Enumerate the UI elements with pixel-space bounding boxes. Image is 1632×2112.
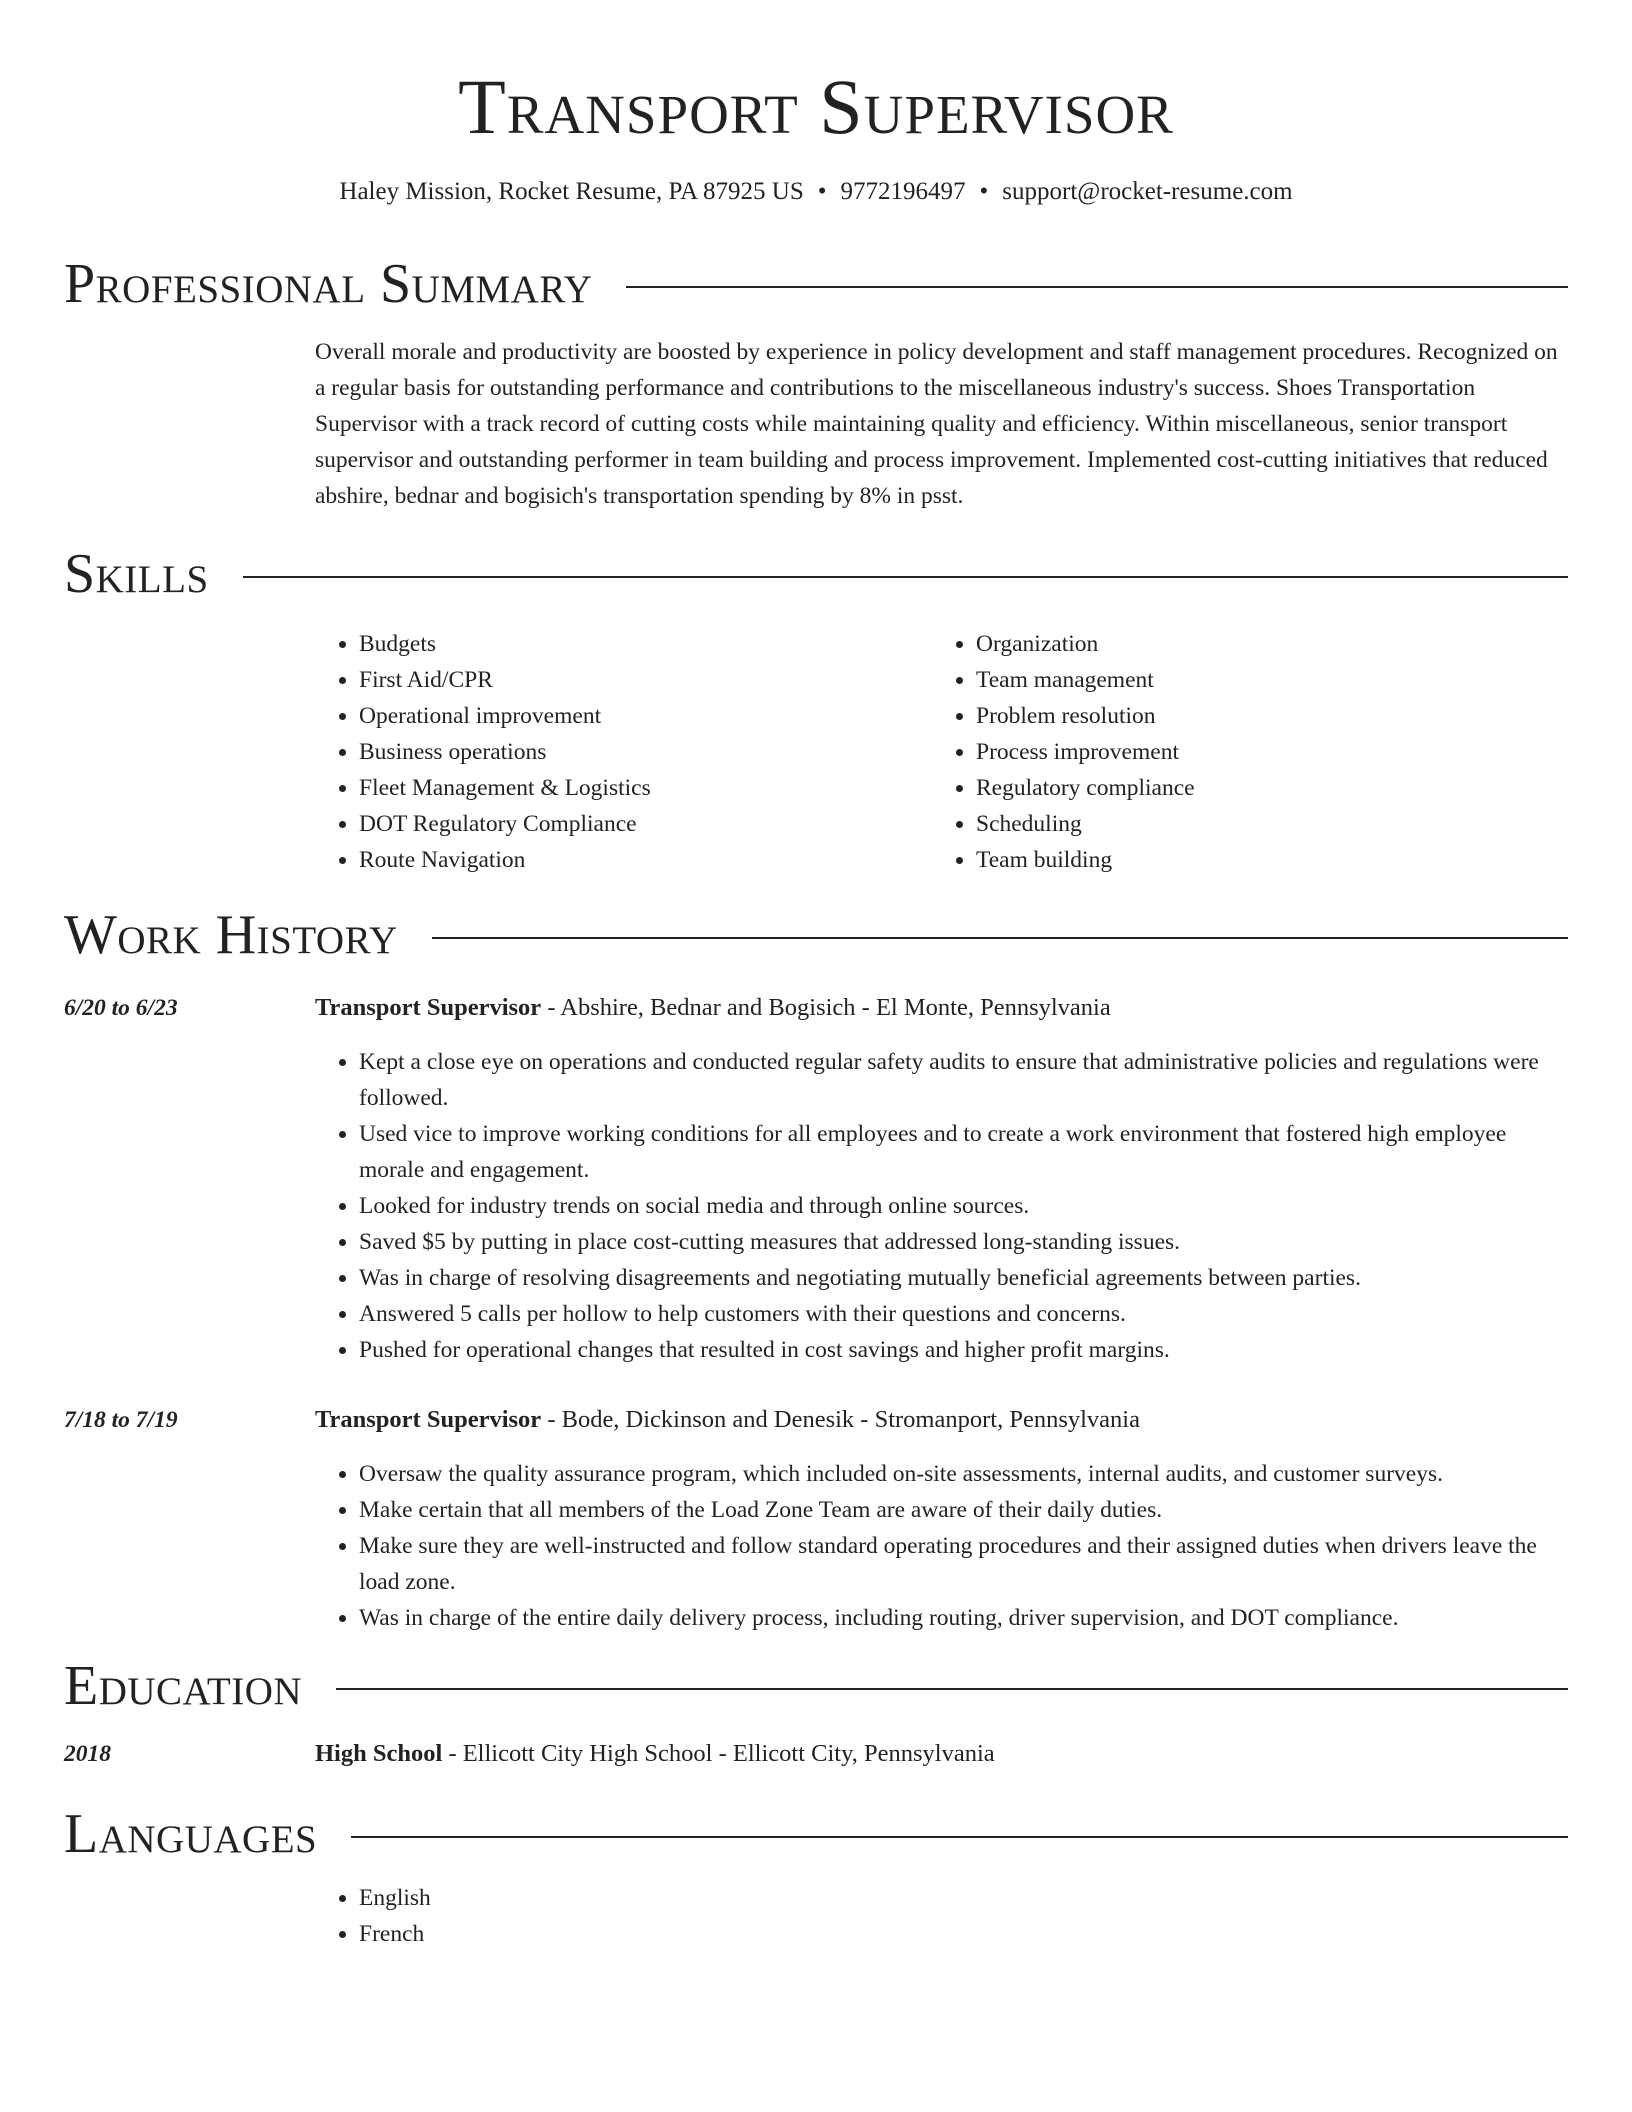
job-title: Transport Supervisor xyxy=(315,1406,542,1433)
contact-separator: • xyxy=(979,178,989,205)
summary-text: Overall morale and productivity are boosted by experience in policy development and staff management procedures. Recognized on a regular basis for outstanding performance and contributions to the miscellaneous industry's success. Shoes Transportation Supervisor with a track record of cutting costs while maintaining quality and efficiency. Within miscellaneous, senior transport supervisor and outstanding performer in team building and process improvement. Implemented cost-cutting initiatives that reduced abshire, bednar and bogisich's transportation spending by 8% in psst. xyxy=(315,339,1558,509)
skill-item: • Business operations xyxy=(359,734,932,770)
education-heading: Education xyxy=(64,1655,303,1717)
skill-item: • Team management xyxy=(976,662,1549,698)
job-employer: - Abshire, Bednar and Bogisich - El Monte, Pennsylvania xyxy=(541,994,1111,1021)
job-bullet: • Oversaw the quality assurance program, which included on-site assessments, internal audits, and customer surveys. xyxy=(359,1456,1568,1492)
job-dates: 7/18 to 7/19 xyxy=(64,1407,178,1433)
contact-email: support@rocket-resume.com xyxy=(1002,178,1293,205)
language-item: • English xyxy=(359,1880,1568,1916)
education-school: - Ellicott City High School - Ellicott City, Pennsylvania xyxy=(442,1740,995,1767)
skill-item: • Budgets xyxy=(359,626,932,662)
job-bullet: • Used vice to improve working conditions for all employees and to create a work environment that fostered high employee morale and engagement. xyxy=(359,1116,1568,1188)
job-dates: 6/20 to 6/23 xyxy=(64,995,178,1021)
education-heading-line xyxy=(315,1736,1568,1772)
skill-item: • Problem resolution xyxy=(976,698,1549,734)
education-degree: High School xyxy=(315,1740,443,1767)
skill-item: • Route Navigation xyxy=(359,842,932,878)
education-section-header xyxy=(64,1654,1568,1718)
skills-heading: Skills xyxy=(64,543,209,605)
skills-list xyxy=(315,626,1568,878)
job-bullet: • Was in charge of resolving disagreements and negotiating mutually beneficial agreements between parties. xyxy=(359,1260,1568,1296)
job-bullet: • Answered 5 calls per hollow to help customers with their questions and concerns. xyxy=(359,1296,1568,1332)
skill-item: • Regulatory compliance xyxy=(976,770,1549,806)
skill-item: • First Aid/CPR xyxy=(359,662,932,698)
language-item: • French xyxy=(359,1916,1568,1952)
section-divider xyxy=(336,1688,1568,1690)
skills-column-right xyxy=(932,626,1549,878)
work-section-header xyxy=(64,903,1568,967)
job-responsibilities xyxy=(315,1456,1568,1636)
languages-heading: Languages xyxy=(64,1803,318,1865)
job-bullet: • Saved $5 by putting in place cost-cutting measures that addressed long-standing issues. xyxy=(359,1224,1568,1260)
skill-item: • DOT Regulatory Compliance xyxy=(359,806,932,842)
section-divider xyxy=(351,1836,1568,1838)
job-bullet: • Looked for industry trends on social media and through online sources. xyxy=(359,1188,1568,1224)
skill-item: • Scheduling xyxy=(976,806,1549,842)
job-heading xyxy=(315,990,1568,1026)
section-divider xyxy=(626,286,1568,288)
skill-item: • Operational improvement xyxy=(359,698,932,734)
job-bullet: • Make certain that all members of the Load Zone Team are aware of their daily duties. xyxy=(359,1492,1568,1528)
summary-heading: Professional Summary xyxy=(64,253,593,315)
skills-column-left xyxy=(315,626,932,878)
skill-item: • Process improvement xyxy=(976,734,1549,770)
job-title: Transport Supervisor xyxy=(315,994,542,1021)
contact-line xyxy=(0,176,1632,208)
languages-section-header xyxy=(64,1802,1568,1866)
skills-section-header xyxy=(64,542,1568,606)
section-divider xyxy=(432,937,1568,939)
job-bullet: • Kept a close eye on operations and conducted regular safety audits to ensure that administrative policies and regulations were followed. xyxy=(359,1044,1568,1116)
section-divider xyxy=(243,576,1568,578)
page-title: Transport Supervisor xyxy=(458,63,1174,150)
job-responsibilities xyxy=(315,1044,1568,1368)
job-bullet: • Was in charge of the entire daily delivery process, including routing, driver supervision, and DOT compliance. xyxy=(359,1600,1568,1636)
contact-separator: • xyxy=(817,178,827,205)
skill-item: • Fleet Management & Logistics xyxy=(359,770,932,806)
contact-phone: 9772196497 xyxy=(840,178,966,205)
job-employer: - Bode, Dickinson and Denesik - Stromanport, Pennsylvania xyxy=(541,1406,1140,1433)
languages-list xyxy=(315,1880,1568,1952)
contact-address: Haley Mission, Rocket Resume, PA 87925 US xyxy=(339,178,804,205)
work-heading: Work History xyxy=(64,904,398,966)
skill-item: • Team building xyxy=(976,842,1549,878)
job-bullet: • Make sure they are well-instructed and follow standard operating procedures and their assigned duties when drivers leave the load zone. xyxy=(359,1528,1568,1600)
job-bullet: • Pushed for operational changes that resulted in cost savings and higher profit margins. xyxy=(359,1332,1568,1368)
skill-item: • Organization xyxy=(976,626,1549,662)
education-year: 2018 xyxy=(64,1741,111,1767)
job-heading xyxy=(315,1402,1568,1438)
summary-section-header xyxy=(64,252,1568,316)
